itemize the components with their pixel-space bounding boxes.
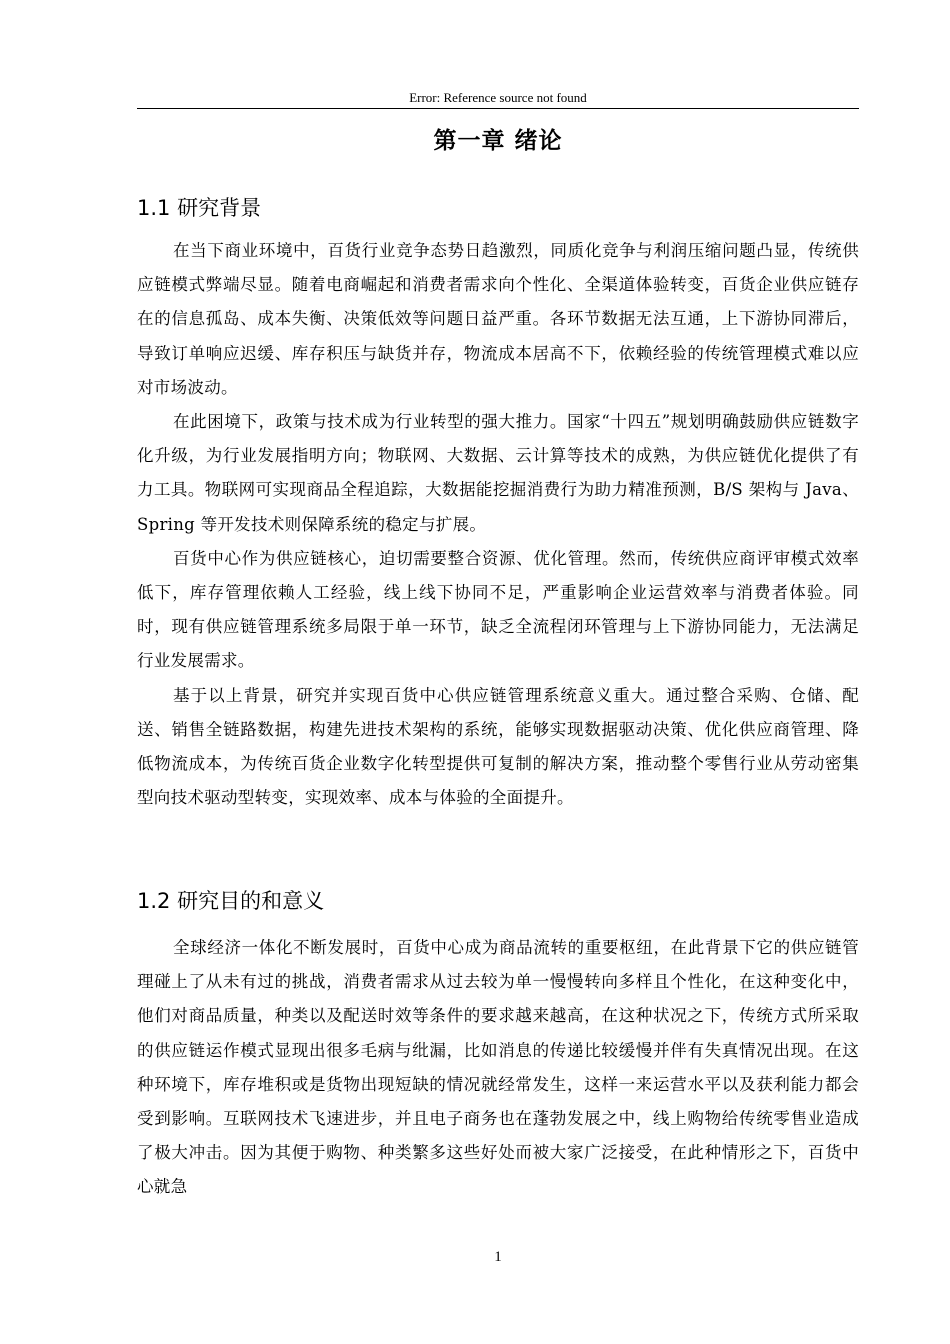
section-body-1-1 [137, 234, 859, 815]
paragraph: 全球经济一体化不断发展时，百货中心成为商品流转的重要枢纽，在此背景下它的供应链管理碰上了从未有过的挑战，消费者需求从过去较为单一慢慢转向多样且个性化，在这种变化中，他们对商品质量，种类以及配送时效等条件的要求越来越高，在这种状况之下，传统方式所采取的供应链运作模式显现出很多毛病与纰漏，比如消息的传递比较缓慢并伴有失真情况出现。在这种环境下，库存堆积或是货物出现短缺的情况就经常发生，这样一来运营水平以及获利能力都会受到影响。互联网技术飞速进步，并且电子商务也在蓬勃发展之中，线上购物给传统零售业造成了极大冲击。因为其便于购物、种类繁多这些好处而被大家广泛接受，在此种情形之下，百货中心就急 [137, 938, 859, 1197]
paragraph: 在此困境下，政策与技术成为行业转型的强大推力。国家“十四五”规划明确鼓励供应链数字化升级，为行业发展指明方向；物联网、大数据、云计算等技术的成熟，为供应链优化提供了有力工具。物联网可实现商品全程追踪，大数据能挖掘消费行为助力精准预测，B/S 架构与 Java、Spring 等开发技术则保障系统的稳定与扩展。 [137, 412, 859, 534]
section-body-1-2 [137, 931, 859, 1205]
chapter-title: 第一章 绪论 [433, 128, 563, 154]
section-heading-1-1: 1.1 研究背景 [137, 196, 262, 220]
page-number: 1 [494, 1249, 502, 1265]
running-header: Error: Reference source not found [409, 90, 587, 105]
paragraph: 基于以上背景，研究并实现百货中心供应链管理系统意义重大。通过整合采购、仓储、配送、销售全链路数据，构建先进技术架构的系统，能够实现数据驱动决策、优化供应商管理、降低物流成本，为传统百货企业数字化转型提供可复制的解决方案，推动整个零售行业从劳动密集型向技术驱动型转变，实现效率、成本与体验的全面提升。 [137, 685, 859, 808]
paragraph: 百货中心作为供应链核心，迫切需要整合资源、优化管理。然而，传统供应商评审模式效率低下，库存管理依赖人工经验，线上线下协同不足，严重影响企业运营效率与消费者体验。同时，现有供应链管理系统多局限于单一环节，缺乏全流程闭环管理与上下游协同能力，无法满足行业发展需求。 [137, 548, 859, 671]
header-rule [137, 108, 859, 109]
paragraph: 在当下商业环境中，百货行业竞争态势日趋激烈，同质化竞争与利润压缩问题凸显，传统供应链模式弊端尽显。随着电商崛起和消费者需求向个性化、全渠道体验转变，百货企业供应链存在的信息孤岛、成本失衡、决策低效等问题日益严重。各环节数据无法互通，上下游协同滞后，导致订单响应迟缓、库存积压与缺货并存，物流成本居高不下，依赖经验的传统管理模式难以应对市场波动。 [137, 241, 859, 397]
section-heading-1-2: 1.2 研究目的和意义 [137, 889, 325, 913]
